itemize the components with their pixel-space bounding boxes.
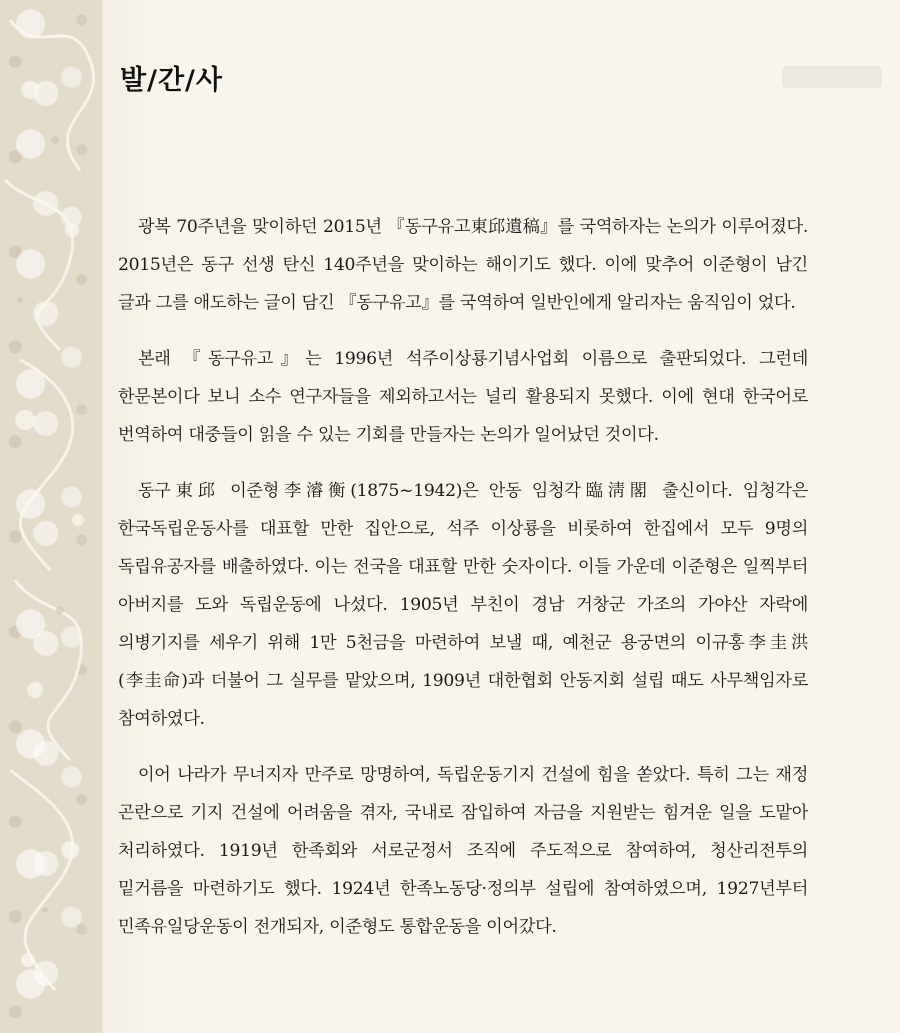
paragraph-1: 광복 70주년을 맞이하던 2015년 『동구유고東邱遺稿』를 국역하자는 논의가 이루어졌다. 2015년은 동구 선생 탄신 140주년을 맞이하는 해이기도 했다. 이에 맞추어 이준형이 남긴 글과 그를 애도하는 글이 담긴 『동구유고』를 국역하여 일반인에게 알리자는 움직임이 었다.: [118, 217, 808, 313]
floral-pattern-svg: [0, 0, 102, 1033]
paragraph-2: 본래 『동구유고』는 1996년 석주이상룡기념사업회 이름으로 출판되었다. 그런데 한문본이다 보니 소수 연구자들을 제외하고서는 널리 활용되지 못했다. 이에 현대 한국어로 번역하여 대중들이 읽을 수 있는 기회를 만들자는 논의가 일어났던 것이다.: [118, 349, 808, 445]
document-page: [102, 0, 900, 1033]
page-title: 발/간/사: [120, 65, 223, 96]
bleed-through-mark: [782, 66, 882, 88]
document-body: [118, 208, 808, 964]
paragraph-3: 동구東邱 이준형李濬衡(1875~1942)은 안동 임청각臨淸閣 출신이다. 임청각은 한국독립운동사를 대표할 만한 집안으로, 석주 이상룡을 비롯하여 한집에서 모두 9명의 독립유공자를 배출하였다. 이는 전국을 대표할 만한 숫자이다. 이들 가운데 이준형은 일찍부터 아버지를 도와 독립운동에 나섰다. 1905년 부친이 경남 거창군 가조의 가야산 자락에 의병기지를 세우기 위해 1만 5천금을 마련하여 보낼 때, 예천군 용궁면의 이규홍李圭洪(李圭命)과 더불어 그 실무를 맡았으며, 1909년 대한협회 안동지회 설립 때도 사무책임자로 참여하였다.: [118, 481, 808, 729]
paragraph-4: 이어 나라가 무너지자 만주로 망명하여, 독립운동기지 건설에 힘을 쏟았다. 특히 그는 재정 곤란으로 기지 건설에 어려움을 겪자, 국내로 잠입하여 자금을 지원받는 힘겨운 일을 도맡아 처리하였다. 1919년 한족회와 서로군정서 조직에 주도적으로 참여하여, 청산리전투의 밑거름을 마련하기도 했다. 1924년 한족노동당·정의부 설립에 참여하였으며, 1927년부터 민족유일당운동이 전개되자, 이준형도 통합운동을 이어갔다.: [118, 765, 808, 937]
decorative-margin-pattern: [0, 0, 102, 1033]
